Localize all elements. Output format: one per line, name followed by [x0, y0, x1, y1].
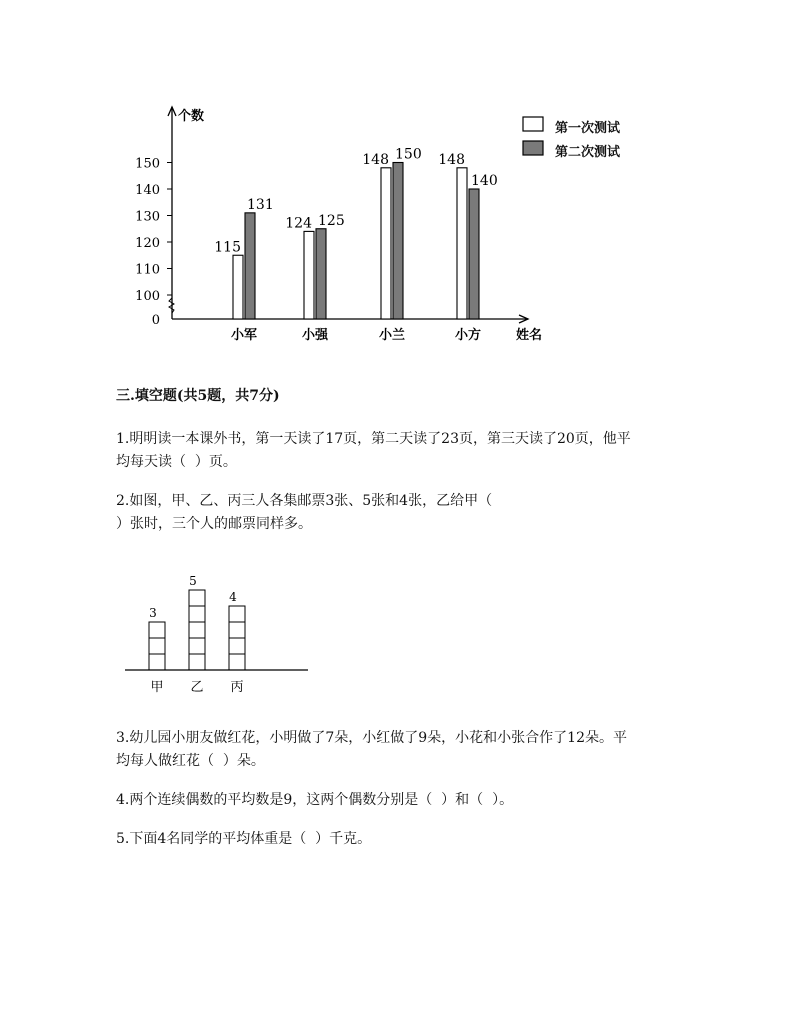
chart1-ytick-label: 110 — [135, 262, 160, 278]
chart1-ylabel: 个数 — [178, 109, 205, 124]
chart1-ytick-label: 120 — [135, 236, 160, 251]
chart2-category-label: 甲 — [150, 680, 164, 695]
chart1-bar — [381, 168, 391, 319]
chart2-block — [229, 638, 245, 654]
chart1-legend — [523, 117, 543, 155]
chart1-data-label: 115 — [214, 239, 241, 256]
chart2-blocks — [149, 574, 245, 670]
chart1-xlabel: 姓名 — [516, 328, 543, 343]
chart1-bars — [214, 147, 497, 320]
chart1-data-label: 131 — [247, 196, 274, 213]
chart1-ytick-label: 130 — [135, 209, 160, 225]
chart2-category-label: 乙 — [190, 680, 204, 695]
question-2-line-2: ）张时，三个人的邮票同样多。 — [116, 516, 312, 532]
question-3-line-2: 均每人做红花（ ）朵。 — [116, 753, 265, 769]
chart2-value-label: 3 — [149, 606, 157, 620]
chart1-data-label: 150 — [395, 146, 422, 163]
chart2-block — [149, 654, 165, 670]
chart2-value-label: 4 — [229, 590, 237, 604]
chart1-data-label: 148 — [438, 151, 465, 168]
legend-second-label: 第二次测试 — [555, 145, 621, 160]
question-4: 4.两个连续偶数的平均数是9，这两个偶数分别是（ ）和（ ）。 — [116, 792, 514, 808]
chart2-block — [229, 622, 245, 638]
chart1-bar — [316, 229, 326, 319]
stamps-block-chart — [120, 565, 320, 700]
chart1-category-label: 小方 — [454, 328, 482, 343]
chart2-category-label: 丙 — [230, 680, 244, 695]
chart1-x-labels — [231, 327, 481, 343]
chart1-data-label: 140 — [471, 173, 498, 189]
chart2-block — [189, 638, 205, 654]
chart1-ytick-label: 100 — [135, 289, 160, 304]
chart1-category-label: 小军 — [230, 328, 258, 343]
question-5: 5.下面4名同学的平均体重是（ ）千克。 — [116, 831, 372, 847]
question-2-line-1: 2.如图，甲、乙、丙三人各集邮票3张、5张和4张，乙给甲（ — [116, 493, 493, 509]
chart2-block — [149, 622, 165, 638]
chart1-data-label: 124 — [285, 215, 312, 232]
chart2-block — [229, 654, 245, 670]
chart1-bar — [304, 231, 314, 319]
chart1-bar — [245, 213, 255, 319]
legend-swatch-second — [523, 141, 543, 155]
chart2-block — [189, 590, 205, 606]
chart1-ytick-label: 140 — [135, 183, 160, 198]
legend-swatch-first — [523, 117, 543, 131]
legend-first-label: 第一次测试 — [555, 121, 621, 136]
question-1-line-1: 1.明明读一本课外书，第一天读了17页，第二天读了23页，第三天读了20页，他平 — [116, 431, 631, 447]
chart1-data-label: 148 — [362, 151, 389, 168]
chart1-data-label: 125 — [318, 212, 345, 229]
chart2-block — [229, 606, 245, 622]
chart1-ytick-label: 0 — [151, 313, 160, 328]
chart1-category-label: 小强 — [301, 328, 329, 343]
chart1-ytick-label: 150 — [135, 156, 160, 172]
chart1-bar — [393, 163, 403, 320]
chart1-bar — [457, 168, 467, 319]
chart2-block — [189, 622, 205, 638]
chart1-bar — [469, 189, 479, 319]
test-scores-bar-chart — [130, 95, 560, 350]
chart2-block — [189, 606, 205, 622]
chart2-block — [149, 638, 165, 654]
question-3-line-1: 3.幼儿园小朋友做红花，小明做了7朵，小红做了9朵，小花和小张合作了12朵。平 — [116, 730, 627, 746]
chart2-x-labels — [150, 680, 243, 695]
section-title: 三.填空题(共5题，共7分) — [116, 388, 280, 404]
question-1-line-2: 均每天读（ ）页。 — [116, 454, 237, 470]
chart2-value-label: 5 — [189, 574, 197, 588]
chart1-category-label: 小兰 — [378, 328, 406, 343]
chart1-y-ticks — [135, 157, 172, 329]
chart2-block — [189, 654, 205, 670]
chart1-bar — [233, 255, 243, 319]
